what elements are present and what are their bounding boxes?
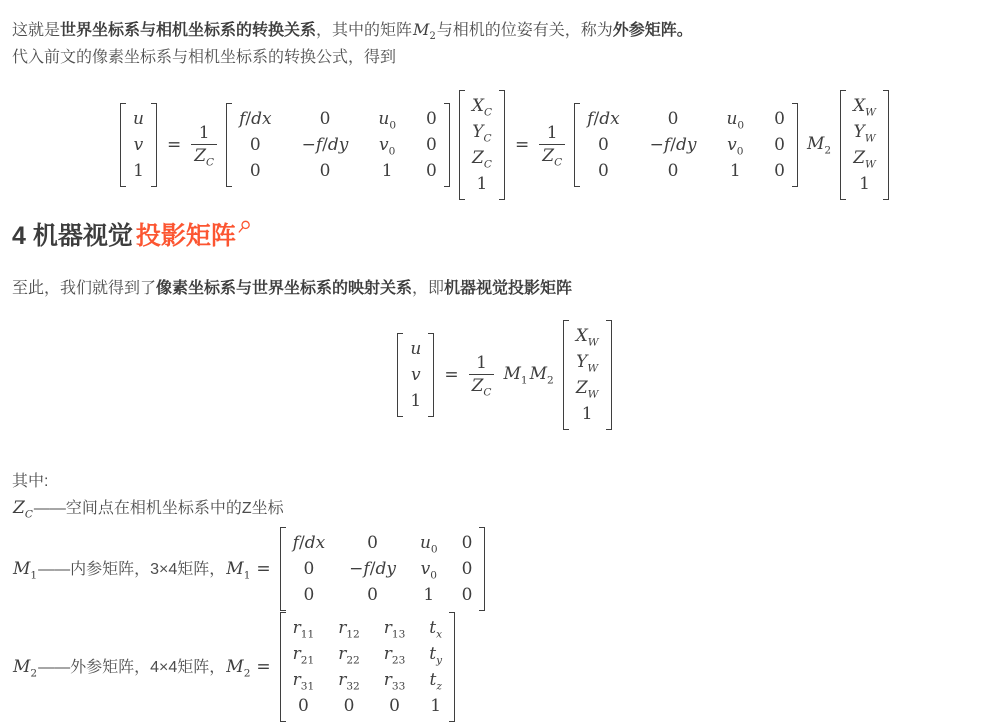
equals-sign: = bbox=[256, 656, 271, 677]
paragraph-3 bbox=[12, 275, 997, 302]
equals-sign: = bbox=[166, 135, 182, 155]
text-run: ，即 bbox=[412, 280, 445, 297]
equals-sign: = bbox=[444, 365, 459, 385]
text-run: 至此，我们就得到了 bbox=[12, 280, 157, 297]
math-m2: $M_2$ bbox=[13, 656, 38, 679]
bold-run: 世界坐标系与相机坐标系的转换关系 bbox=[60, 22, 317, 39]
vector-camera-coords: $X_C$ $Y_C$ $Z_C$ 1 bbox=[459, 90, 505, 200]
vector-uv1: u v 1 bbox=[397, 333, 434, 417]
search-icon[interactable] bbox=[237, 220, 251, 234]
vector-uv1: u v 1 bbox=[120, 103, 157, 187]
paragraph-1 bbox=[12, 16, 997, 44]
equals-sign: = bbox=[256, 558, 271, 579]
definition-text: ——外参矩阵，4×4矩阵， bbox=[38, 658, 226, 676]
math-m1-symbol: $M_1$ bbox=[226, 558, 251, 581]
intrinsic-matrix: f/dx 0 $u_0$ 0 0 −f/dy $v_0$ 0 0 0 1 0 bbox=[226, 103, 450, 187]
math-m2-symbol: $M_2$ bbox=[226, 656, 251, 679]
definition-m2 bbox=[12, 612, 997, 722]
heading-text: 4 机器视觉 bbox=[12, 222, 133, 250]
vector-world-coords: $X_W$ $Y_W$ $Z_W$ 1 bbox=[563, 320, 612, 430]
math-m2-factor: $M_2$ bbox=[806, 134, 832, 157]
text-run: 这就是 bbox=[12, 22, 61, 39]
fraction-numerator: 1 bbox=[198, 122, 210, 143]
vector-world-coords: $X_W$ $Y_W$ $Z_W$ 1 bbox=[840, 90, 889, 200]
paragraph-2: 代入前文的像素坐标系与相机坐标系的转换公式，得到 bbox=[12, 49, 397, 66]
extrinsic-matrix-definition: $r_{11}$ $r_{12}$ $r_{13}$ $t_x$ $r_{21}$ $r_{22}$ $r_{23}$ $t_y$ $r_{31}$ $r_{32}$ $r_{33}$ $t_z$ 0 0 0 1 bbox=[280, 612, 455, 722]
fraction-denominator: $Z_C$ bbox=[469, 374, 495, 398]
definition-m1 bbox=[12, 527, 997, 611]
definition-zc bbox=[12, 495, 997, 522]
where-label: 其中: bbox=[12, 473, 49, 490]
keyword-link[interactable]: 投影矩阵 bbox=[135, 222, 236, 250]
fraction-numerator: 1 bbox=[476, 352, 487, 373]
fraction-denominator: $Z_C$ bbox=[539, 144, 565, 168]
intrinsic-matrix: f/dx 0 $u_0$ 0 0 −f/dy $v_0$ 0 0 0 1 0 bbox=[574, 103, 798, 187]
bold-run: 像素坐标系与世界坐标系的映射关系 bbox=[156, 280, 413, 297]
text-run: 与相机的位姿有关，称为 bbox=[436, 22, 613, 39]
bold-run: 外参矩阵。 bbox=[612, 22, 693, 39]
definition-text: ——空间点在相机坐标系中的Z坐标 bbox=[33, 500, 284, 517]
fraction-1-over-zc bbox=[539, 123, 565, 168]
math-m1: $M_1$ bbox=[13, 558, 38, 581]
math-m1m2-factor: $M_1$ $M_2$ bbox=[503, 364, 554, 387]
fraction-1-over-zc bbox=[469, 353, 495, 398]
math-m2-inline: $M_2$ bbox=[413, 20, 436, 43]
fraction-1-over-zc bbox=[191, 123, 217, 168]
equation-pixel-to-world-full bbox=[12, 87, 997, 203]
section-heading bbox=[12, 219, 997, 253]
definition-text: ——内参矩阵，3×4矩阵， bbox=[38, 560, 226, 578]
fraction-denominator: $Z_C$ bbox=[191, 144, 217, 168]
math-zc: $Z_C$ bbox=[13, 498, 33, 521]
text-run: ，其中的矩阵 bbox=[316, 22, 413, 39]
intrinsic-matrix-definition: f/dx 0 $u_0$ 0 0 −f/dy $v_0$ 0 0 0 1 0 bbox=[280, 527, 486, 611]
equals-sign: = bbox=[515, 135, 530, 155]
equation-projection-matrix-compact bbox=[12, 316, 997, 434]
bold-run: 机器视觉投影矩阵 bbox=[444, 280, 573, 297]
fraction-numerator: 1 bbox=[546, 122, 558, 143]
